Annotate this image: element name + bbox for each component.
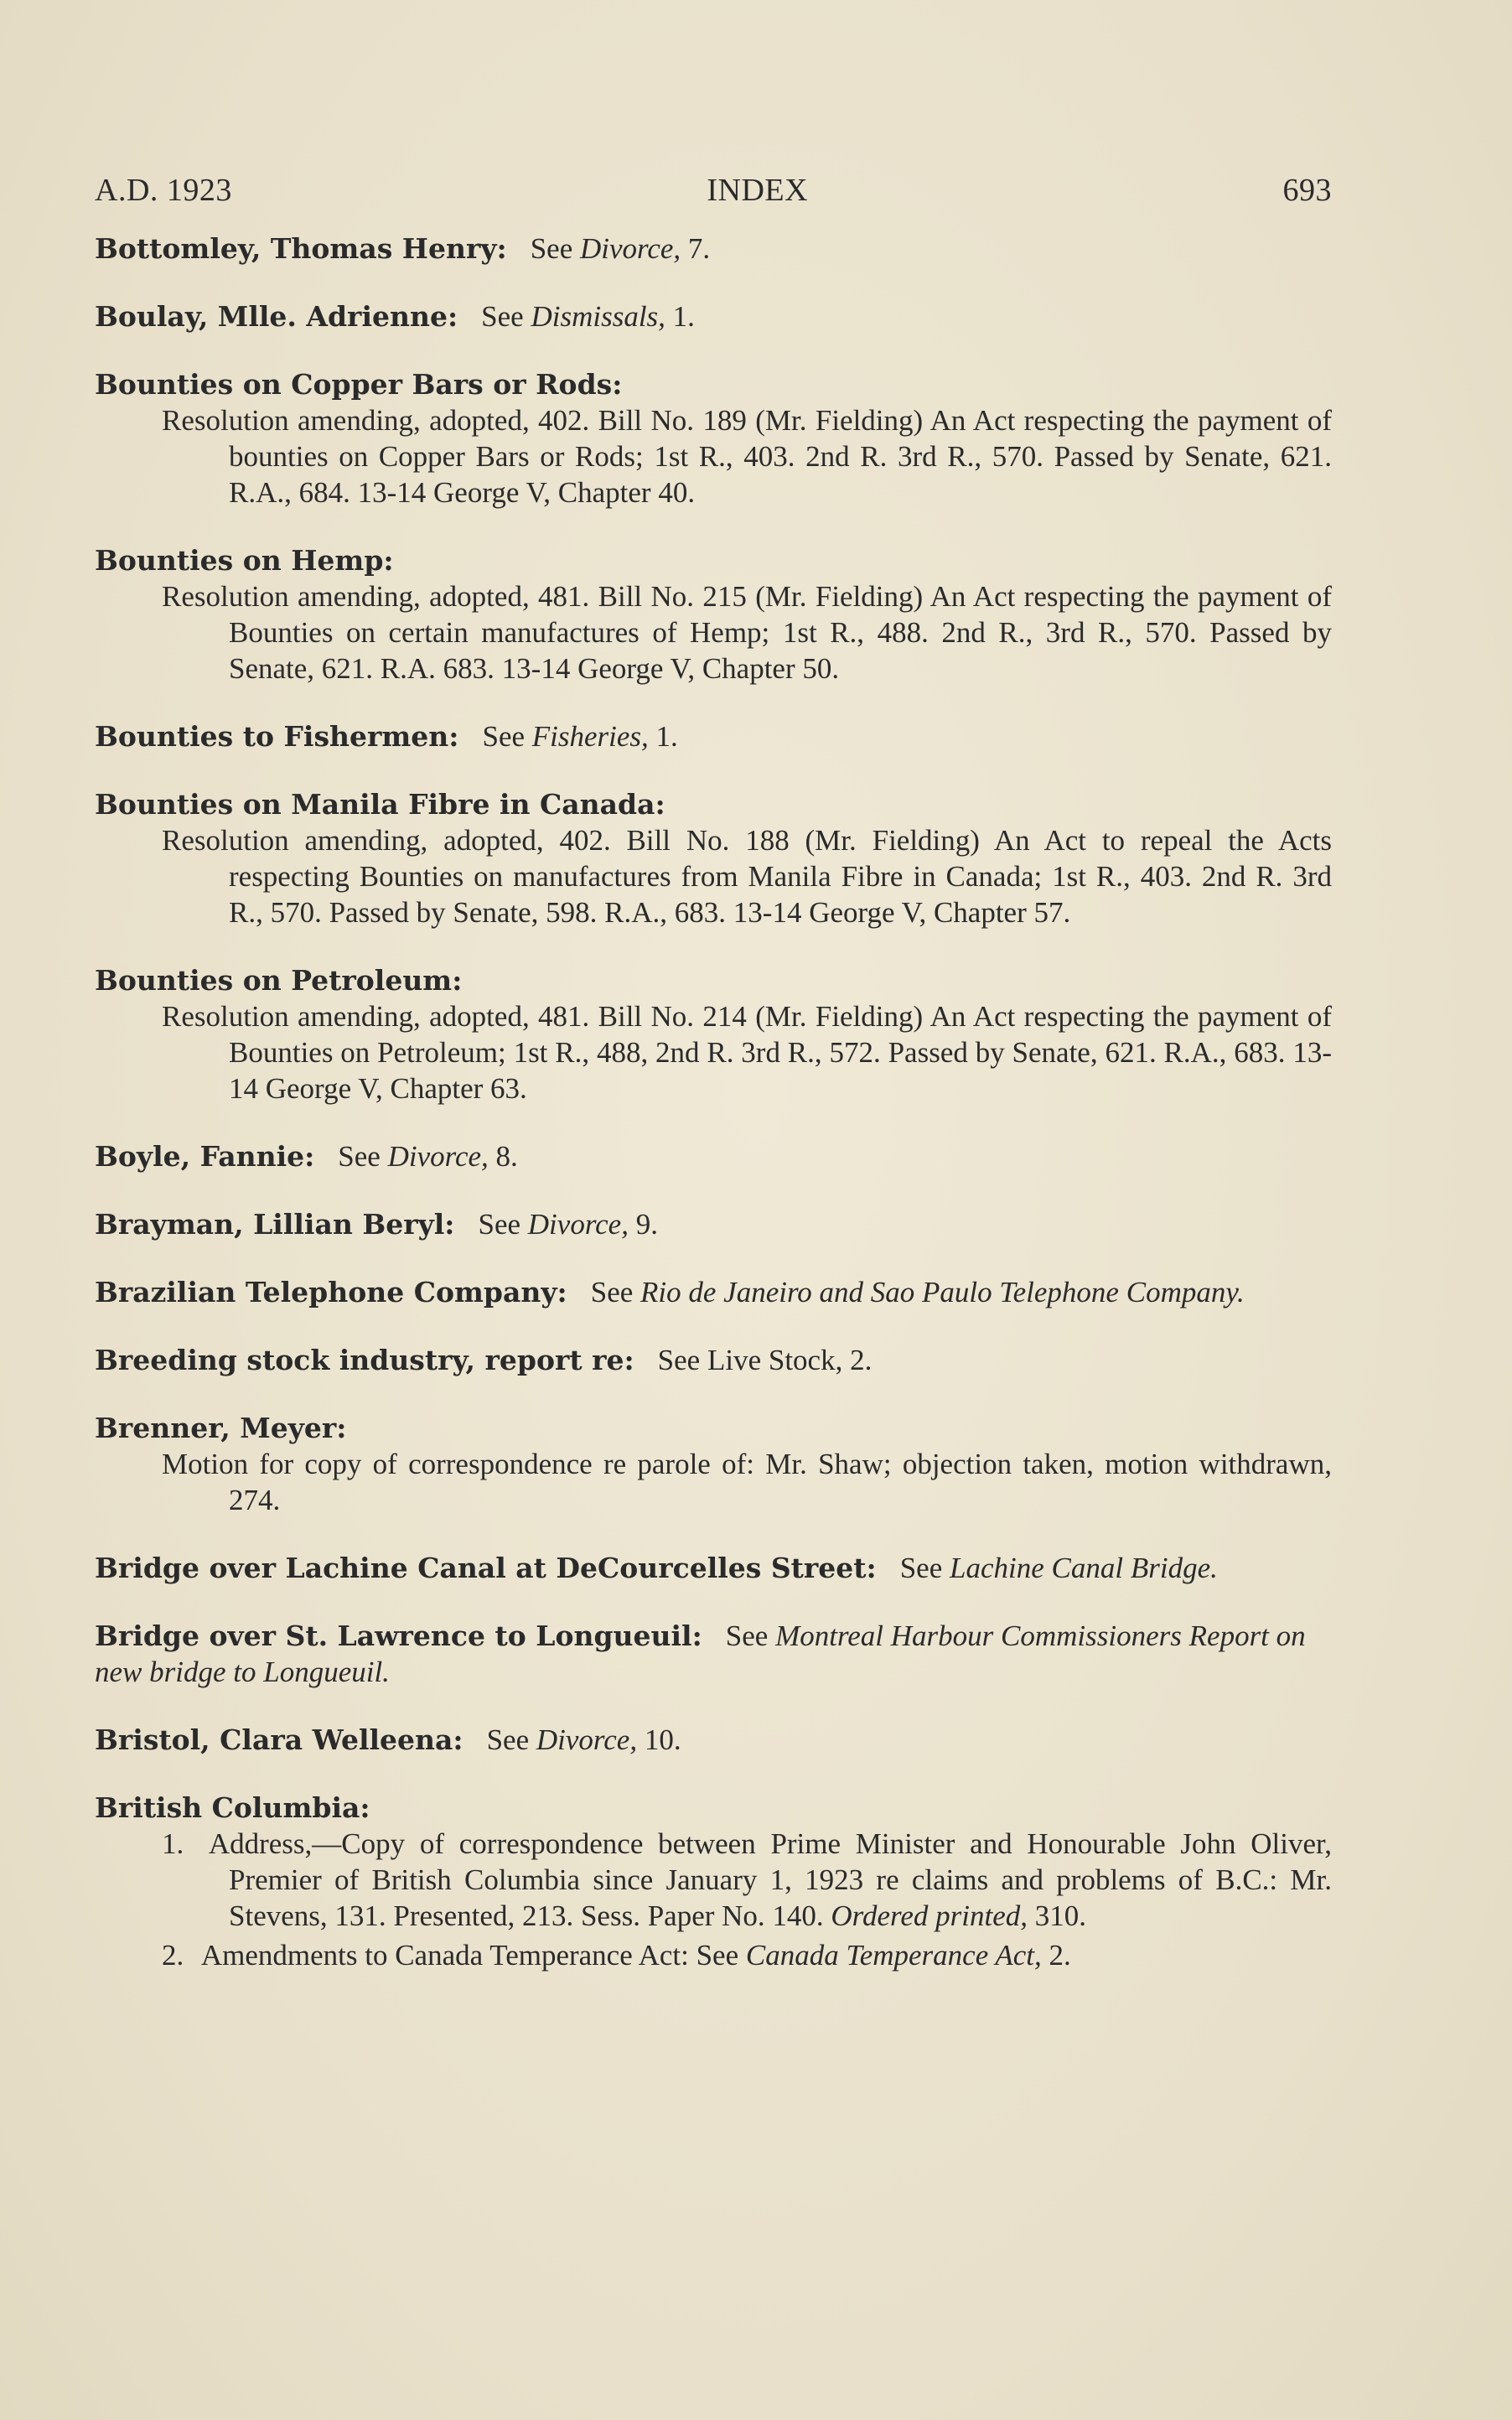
entry-heading: Bristol, Clara Welleena: — [95, 1723, 463, 1756]
item-tail: 310. — [1034, 1899, 1086, 1932]
see-prefix: See — [338, 1140, 381, 1173]
see-prefix: See — [481, 300, 524, 333]
index-entry — [95, 1722, 1332, 1758]
index-entry — [95, 231, 1332, 267]
see-suffix: 1. — [672, 300, 695, 333]
item-italic: Canada Temperance Act, — [745, 1939, 1042, 1972]
entry-heading: Brayman, Lillian Beryl: — [95, 1208, 455, 1241]
entry-heading: Bridge over St. Lawrence to Longueuil: — [95, 1619, 702, 1652]
running-head — [95, 172, 1332, 209]
entry-body: Resolution amending, adopted, 481. Bill No. 214 (Mr. Fielding) An Act respecting the payment of Bounties on Petroleum; 1st R., 488, 2nd R. 3rd R., 572. Passed by Senate, 621. R.A., 683. 13-14 George V, Chapter 63. — [162, 1000, 1332, 1105]
index-entry — [95, 962, 1332, 1106]
item-number: 2. — [162, 1939, 184, 1972]
numbered-list — [162, 1826, 1332, 1973]
entry-body: Motion for copy of correspondence re parole of: Mr. Shaw; objection taken, motion withdrawn, 274. — [162, 1448, 1332, 1516]
see-prefix: See — [486, 1723, 530, 1756]
see-target: Montreal Harbour Commissioners Report on new bridge to Longueuil. — [95, 1619, 1306, 1688]
entry-heading: Boulay, Mlle. Adrienne: — [95, 300, 458, 333]
see-target: Fisheries, — [531, 720, 649, 753]
see-prefix: See — [478, 1208, 521, 1241]
see-prefix: See — [590, 1276, 634, 1308]
see-prefix: See — [657, 1344, 701, 1376]
index-entry — [95, 1342, 1332, 1378]
index-entry — [95, 298, 1332, 334]
see-target: Divorce, — [536, 1723, 638, 1756]
entry-heading: Bounties on Petroleum: — [95, 964, 463, 997]
entry-body: Resolution amending, adopted, 402. Bill No. 188 (Mr. Fielding) An Act to repeal the Acts respecting Bounties on manufactures from Manila Fibre in Canada; 1st R., 403. 2nd R. 3rd R., 570. Passed by Senate, 598. R.A., 683. 13-14 George V, Chapter 57. — [162, 824, 1332, 929]
index-entry — [95, 786, 1332, 930]
entry-heading: Brenner, Meyer: — [95, 1412, 347, 1444]
see-target: Divorce, — [579, 232, 681, 265]
see-target: Dismissals, — [531, 300, 665, 333]
item-text: Address,—Copy of correspondence between Prime Minister and Honourable John Oliver, Premier of British Columbia since January 1, 1923 re claims and problems of B.C.: Mr. Stevens, 131. Presented, 213. Sess. Paper No. 140. — [208, 1827, 1332, 1932]
index-entry — [95, 1138, 1332, 1174]
see-suffix: 9. — [635, 1208, 658, 1241]
entry-heading: Bottomley, Thomas Henry: — [95, 232, 507, 265]
item-tail: 2. — [1049, 1939, 1071, 1972]
index-entry — [95, 366, 1332, 510]
see-target: Rio de Janeiro and Sao Paulo Telephone Company. — [640, 1276, 1245, 1308]
item-text: Amendments to Canada Temperance Act: See — [200, 1939, 739, 1972]
running-head-year: A.D. 1923 — [95, 173, 232, 208]
entry-heading: Bounties on Hemp: — [95, 544, 394, 577]
item-number: 1. — [162, 1827, 184, 1860]
entry-body: Resolution amending, adopted, 481. Bill No. 215 (Mr. Fielding) An Act respecting the payment of Bounties on certain manufactures of Hemp; 1st R., 488. 2nd R., 3rd R., 570. Passed by Senate, 621. R.A. 683. 13-14 George V, Chapter 50. — [162, 580, 1332, 685]
index-entry — [95, 1550, 1332, 1586]
see-suffix: Live Stock, 2. — [707, 1344, 873, 1376]
see-suffix: 1. — [655, 720, 678, 753]
entry-heading: Bounties on Manila Fibre in Canada: — [95, 788, 665, 821]
entry-heading: Bounties on Copper Bars or Rods: — [95, 368, 623, 401]
index-entry — [95, 1790, 1332, 1973]
entry-heading: Brazilian Telephone Company: — [95, 1276, 567, 1308]
index-entry — [95, 1618, 1332, 1690]
see-suffix: 8. — [495, 1140, 518, 1173]
entry-heading: Breeding stock industry, report re: — [95, 1344, 634, 1376]
see-prefix: See — [725, 1619, 769, 1652]
index-entry — [95, 542, 1332, 687]
page-number: 693 — [1282, 173, 1332, 208]
entry-heading: Boyle, Fannie: — [95, 1140, 315, 1173]
index-entry — [95, 1274, 1332, 1310]
see-target: Divorce, — [387, 1140, 489, 1173]
see-suffix: 10. — [644, 1723, 681, 1756]
see-prefix: See — [530, 232, 573, 265]
entry-heading: Bridge over Lachine Canal at DeCourcelles Street: — [95, 1552, 877, 1584]
index-entry — [95, 718, 1332, 754]
entry-heading: Bounties to Fishermen: — [95, 720, 459, 753]
list-item — [162, 1937, 1332, 1973]
see-prefix: See — [482, 720, 526, 753]
see-target: Lachine Canal Bridge. — [950, 1552, 1218, 1584]
see-suffix: 7. — [687, 232, 711, 265]
see-prefix: See — [899, 1552, 943, 1584]
entry-heading: British Columbia: — [95, 1791, 370, 1824]
entry-body: Resolution amending, adopted, 402. Bill No. 189 (Mr. Fielding) An Act respecting the payment of bounties on Copper Bars or Rods; 1st R., 403. 2nd R. 3rd R., 570. Passed by Senate, 621. R.A., 684. 13-14 George V, Chapter 40. — [162, 404, 1332, 509]
list-item — [162, 1826, 1332, 1934]
running-head-title: INDEX — [707, 173, 809, 208]
index-entry — [95, 1206, 1332, 1242]
see-target: Divorce, — [527, 1208, 629, 1241]
index-entry — [95, 1410, 1332, 1518]
item-italic: Ordered printed, — [831, 1899, 1028, 1932]
